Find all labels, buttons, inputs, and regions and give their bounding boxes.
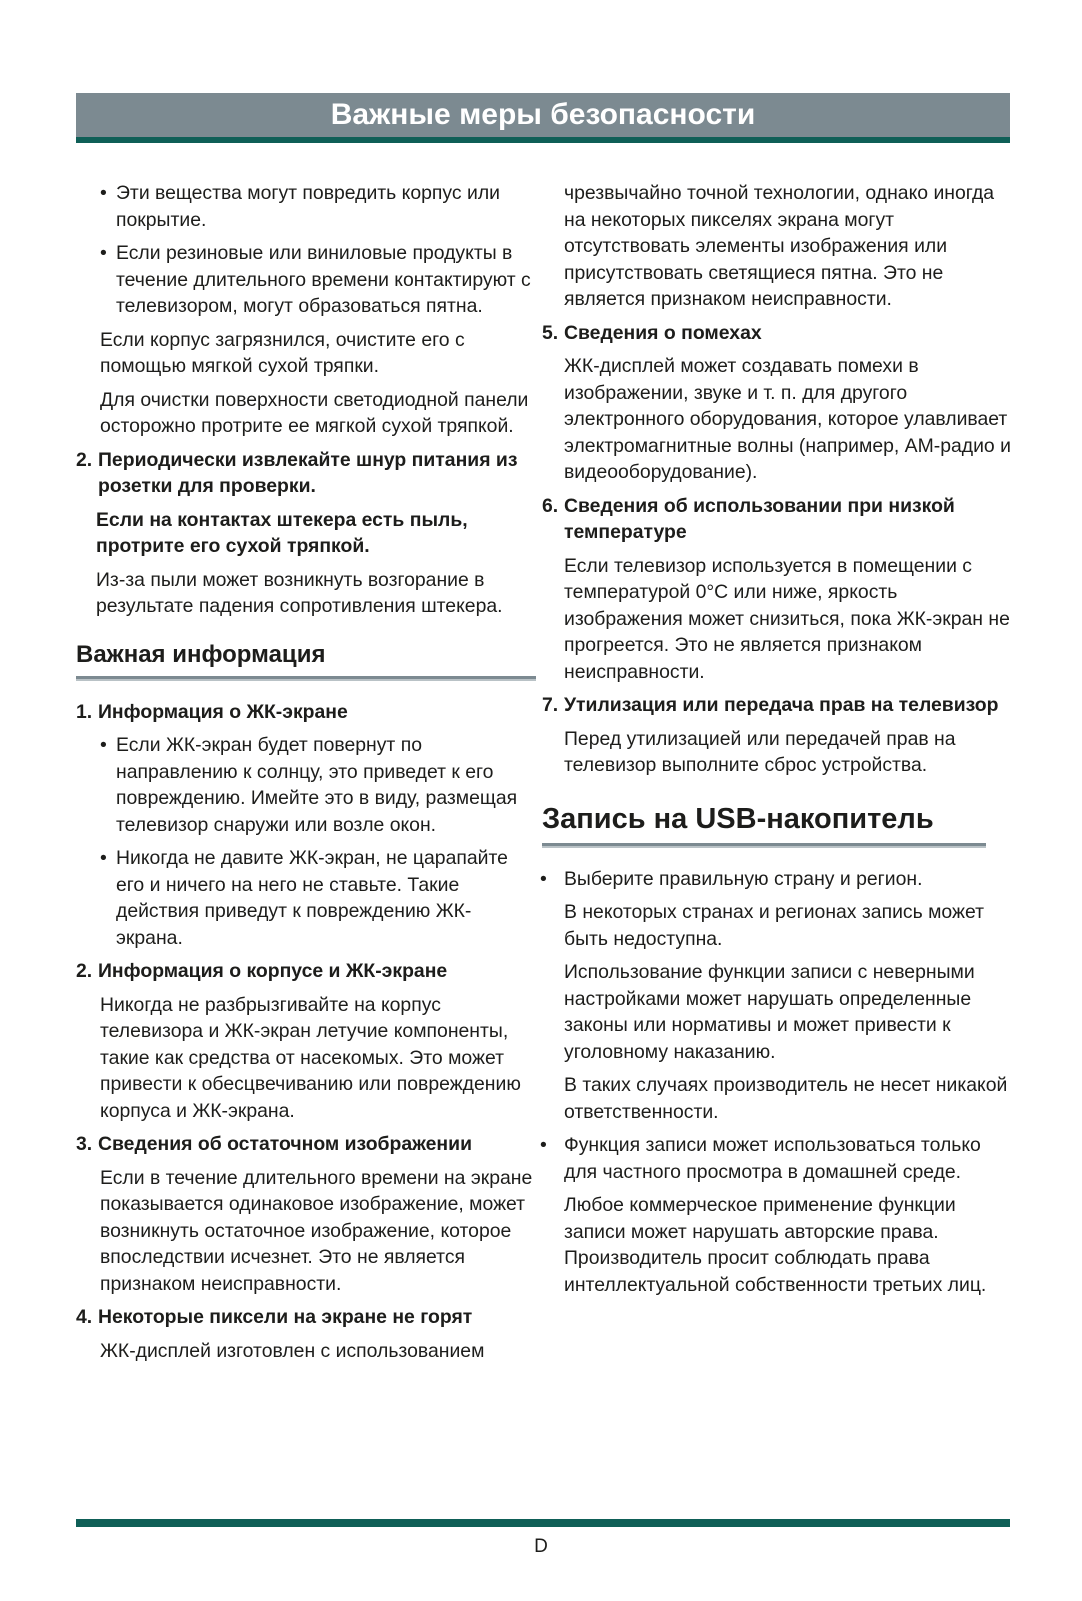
paragraph: В некоторых странах и регионах запись может быть недоступна. xyxy=(564,901,984,950)
bullet-icon: • xyxy=(100,847,107,869)
paragraph: Для очистки поверхности светодиодной панели осторожно протрите ее мягкой сухой тряпкой. xyxy=(100,388,529,437)
paragraph: Если в течение длительного времени на экране показывается одинаковое изображение, может возникнуть остаточное изображение, которое впоследствии исчезнет. Это не является признаком неисправности. xyxy=(100,1166,533,1295)
section-title: Важная информация xyxy=(76,640,326,668)
numbered-heading: 7. Утилизация или передача прав на телевизор xyxy=(542,694,999,716)
numbered-heading: 5. Сведения о помехах xyxy=(542,321,762,344)
bullet-icon: • xyxy=(540,1134,547,1156)
header-divider xyxy=(76,137,1010,143)
numbered-heading: 2. Информация о корпусе и ЖК-экране xyxy=(76,960,448,982)
paragraph: ЖК-дисплей изготовлен с использованием xyxy=(100,1339,485,1362)
numbered-heading: 1. Информация о ЖК-экране xyxy=(76,700,348,723)
paragraph: Если телевизор используется в помещении с температурой 0°C или ниже, яркость изображения может снизиться, пока ЖК-экран не прогреется. Это не является признаком неисправности. xyxy=(564,554,1010,683)
list-item: • Выберите правильную страну и регион. xyxy=(540,866,1014,893)
left-column xyxy=(76,180,536,1364)
footer-divider xyxy=(76,1519,1010,1527)
list-item: • Эти вещества могут повредить корпус или покрытие. xyxy=(100,182,500,231)
paragraph: чрезвычайно точной технологии, однако иногда на некоторых пикселях экрана могут отсутствовать элементы изображения или присутствовать светящиеся пятна. Это не является признаком неисправности. xyxy=(564,182,995,310)
bold-note: Если на контактах штекера есть пыль, протрите его сухой тряпкой. xyxy=(96,508,468,557)
list-item: • Функция записи может использоваться только для частного просмотра в домашней среде. xyxy=(540,1134,981,1183)
numbered-heading: 2. Периодически извлекайте шнур питания из розетки для проверки. xyxy=(76,448,518,497)
list-item: • Если резиновые или виниловые продукты в течение длительного времени контактируют с телевизором, могут образоваться пятна. xyxy=(100,242,531,317)
numbered-heading: 3. Сведения об остаточном изображении xyxy=(76,1133,472,1155)
paragraph: Если корпус загрязнился, очистите его с помощью мягкой сухой тряпки. xyxy=(100,328,465,377)
bullet-icon: • xyxy=(100,734,107,756)
bullet-icon: • xyxy=(100,182,107,204)
bullet-icon: • xyxy=(540,867,547,890)
page-title: Важные меры безопасности xyxy=(76,93,1010,137)
paragraph: В таких случаях производитель не несет никакой ответственности. xyxy=(564,1074,1008,1123)
numbered-heading: 4. Некоторые пиксели на экране не горят xyxy=(76,1306,473,1328)
right-column xyxy=(540,180,1014,1298)
numbered-heading: 6. Сведения об использовании при низкой температуре xyxy=(542,494,955,543)
section-title: Запись на USB-накопитель xyxy=(542,802,934,835)
paragraph: Никогда не разбрызгивайте на корпус телевизора и ЖК-экран летучие компоненты, такие как средства от насекомых. Это может привести к обесцвечиванию или повреждению корпуса и ЖК-экрана. xyxy=(100,993,521,1122)
paragraph: Из-за пыли может возникнуть возгорание в результате падения сопротивления штекера. xyxy=(96,568,503,617)
bullet-icon: • xyxy=(100,242,107,264)
list-item: • Если ЖК-экран будет повернут по направлению к солнцу, это приведет к его повреждению. Имейте это в виду, размещая телевизор снаружи или возле окон. xyxy=(100,734,518,836)
section-divider xyxy=(76,676,536,681)
section-divider xyxy=(542,843,986,848)
page-number: D xyxy=(534,1536,548,1557)
list-item: • Никогда не давите ЖК-экран, не царапайте его и ничего на него не ставьте. Такие действия приведут к повреждению ЖК-экрана. xyxy=(100,847,508,949)
paragraph: ЖК-дисплей может создавать помехи в изображении, звуке и т. п. для другого электронного оборудования, которое улавливает электромагнитные волны (например, AM-радио и видеооборудование). xyxy=(564,355,1011,483)
paragraph: Любое коммерческое применение функции записи может нарушать авторские права. Производитель просит соблюдать права интеллектуальной собственности третьих лиц. xyxy=(564,1194,987,1296)
paragraph: Использование функции записи с неверными настройками может нарушать определенные законы или нормативы и может привести к уголовному наказанию. xyxy=(564,961,975,1063)
paragraph: Перед утилизацией или передачей прав на телевизор выполните сброс устройства. xyxy=(564,727,956,776)
